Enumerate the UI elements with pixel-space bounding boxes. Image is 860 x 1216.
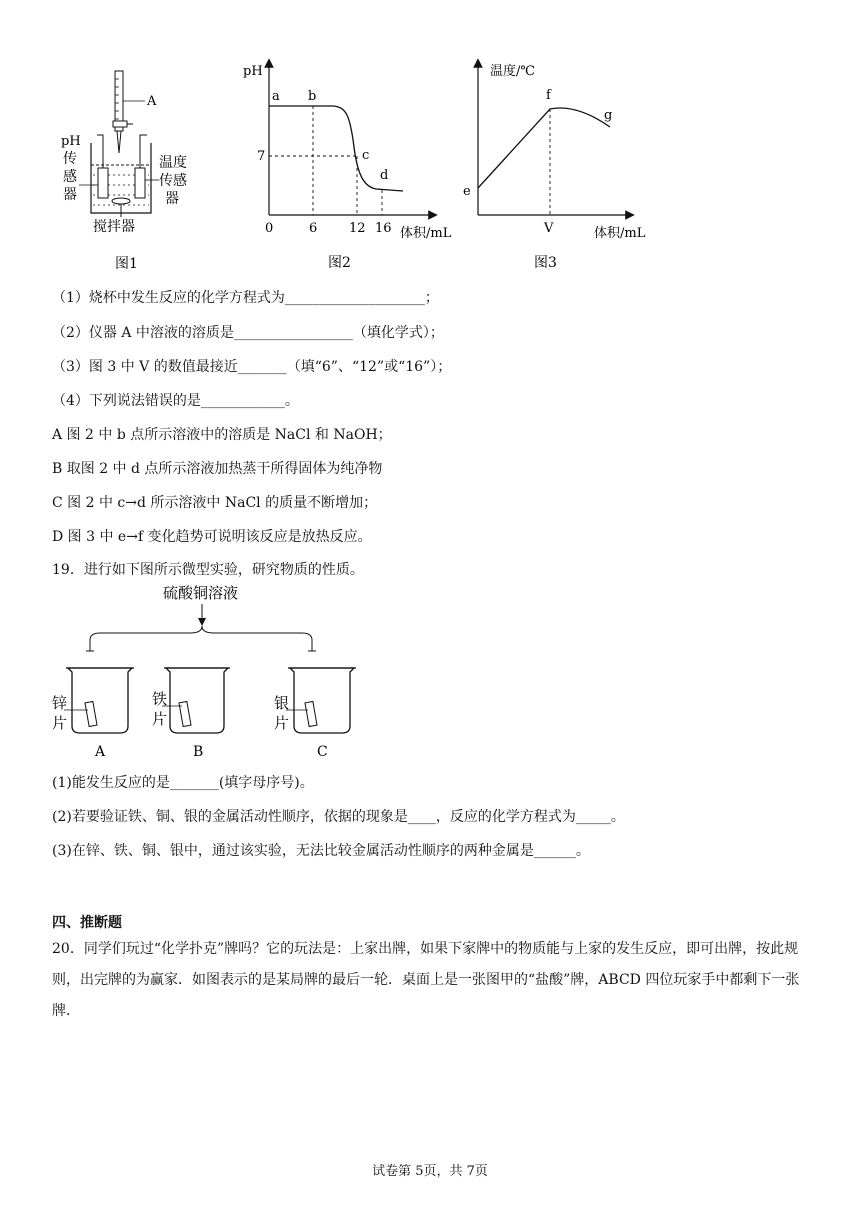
q20-text: 20．同学们玩过“化学扑克”牌吗？它的玩法是：上家出牌，如果下家牌中的物质能与上家的发生反应，即可出牌，按此规则，出完牌的为赢家．如图表示的是某局牌的最后一轮．桌面上是一张图甲的“盐酸”牌，ABCD 四位玩家手中都剩下一张牌．	[52, 941, 800, 1019]
q18-part-3: （3）图 3 中 V 的数值最接近_______（填“6”、“12”或“16”）；	[52, 359, 452, 375]
point-f: f	[546, 88, 551, 103]
ph-sensor-label: pH	[61, 134, 81, 149]
q18-part-1: （1）烧杯中发生反应的化学方程式为____________________；	[52, 290, 439, 306]
figure-2-ph-curve	[238, 55, 463, 280]
q18-option-c: C 图 2 中 c→d 所示溶液中 NaCl 的质量不断增加；	[52, 495, 378, 511]
q18-part-2: （2）仪器 A 中溶液的溶质是_________________（填化学式）；	[52, 325, 444, 341]
figure-3-temperature-curve	[460, 55, 660, 280]
q19-part-3: (3)在锌、铁、铜、银中，通过该实验，无法比较金属活动性顺序的两种金属是______。	[52, 843, 590, 859]
point-g: g	[604, 108, 613, 123]
distribution-brace	[90, 626, 312, 651]
ph-sensor-label-4: 器	[63, 187, 77, 203]
figure-3-caption: 图3	[534, 255, 557, 271]
beaker-c-label: C	[317, 744, 328, 760]
beaker-a-label: A	[95, 744, 106, 760]
temp-sensor-label-3: 器	[165, 191, 179, 207]
point-c: c	[362, 148, 370, 163]
q19-part-1: (1)能发生反应的是_______(填字母序号)。	[52, 775, 314, 791]
zinc-strip-label: 锌	[52, 694, 68, 712]
x-tick-6: 6	[309, 221, 318, 236]
point-b: b	[308, 89, 317, 104]
q18-option-a: A 图 2 中 b 点所示溶液中的溶质是 NaCl 和 NaOH；	[52, 427, 392, 443]
y-axis-label: pH	[243, 64, 263, 79]
stirrer-label: 搅拌器	[93, 219, 135, 235]
x-tick-0: 0	[265, 221, 274, 236]
x-tick-v: V	[544, 221, 554, 236]
q18-option-d: D 图 3 中 e→f 变化趋势可说明该反应是放热反应。	[52, 529, 372, 545]
iron-strip-label-2: 片	[152, 710, 168, 728]
x-axis-label: 体积/mL	[594, 226, 646, 241]
q19-part-2: (2)若要验证铁、铜、银的金属活动性顺序，依据的现象是____，反应的化学方程式为_____。	[52, 809, 625, 825]
point-e: e	[463, 184, 471, 199]
beaker-c	[286, 668, 356, 733]
point-d: d	[380, 168, 389, 183]
beaker-a	[64, 668, 134, 733]
zinc-strip-label-2: 片	[52, 714, 68, 732]
figure-2-caption: 图2	[328, 255, 351, 271]
y-tick-7: 7	[257, 149, 266, 164]
iron-strip-label: 铁	[152, 690, 168, 708]
y-axis-label: 温度/℃	[490, 64, 535, 79]
x-tick-16: 16	[375, 221, 392, 236]
x-axis-label: 体积/mL	[400, 226, 452, 241]
figure-1-caption: 图1	[115, 256, 138, 272]
ph-sensor-probe	[98, 168, 108, 198]
figure-1-apparatus	[55, 65, 215, 280]
point-a: a	[272, 89, 280, 104]
temp-sensor-label: 温度	[159, 155, 187, 171]
temp-sensor-label-2: 传感	[159, 173, 187, 189]
ph-sensor-label-3: 感	[63, 169, 77, 185]
temperature-sensor-probe	[135, 168, 145, 198]
beaker-b	[162, 668, 230, 733]
ph-sensor-label-2: 传	[63, 151, 77, 167]
silver-strip-label-2: 片	[274, 714, 290, 732]
section-title: 四、推断题	[52, 915, 122, 931]
figure-q19-beakers	[50, 578, 380, 763]
q18-option-b: B 取图 2 中 d 点所示溶液加热蒸干所得固体为纯净物	[52, 461, 383, 477]
silver-strip-label: 银	[274, 694, 290, 712]
temperature-curve-line	[478, 108, 613, 188]
beaker-b-label: B	[193, 744, 204, 760]
label-a: A	[147, 94, 157, 109]
q18-part-4: （4）下列说法错误的是____________。	[52, 393, 299, 409]
stir-bar	[112, 198, 130, 204]
page-footer: 试卷第 5页，共 7页	[372, 1164, 488, 1179]
q19-intro: 19．进行如下图所示微型实验，研究物质的性质。	[52, 562, 364, 578]
x-tick-12: 12	[349, 221, 366, 236]
copper-sulfate-label: 硫酸铜溶液	[163, 584, 239, 602]
stopcock	[113, 121, 127, 127]
